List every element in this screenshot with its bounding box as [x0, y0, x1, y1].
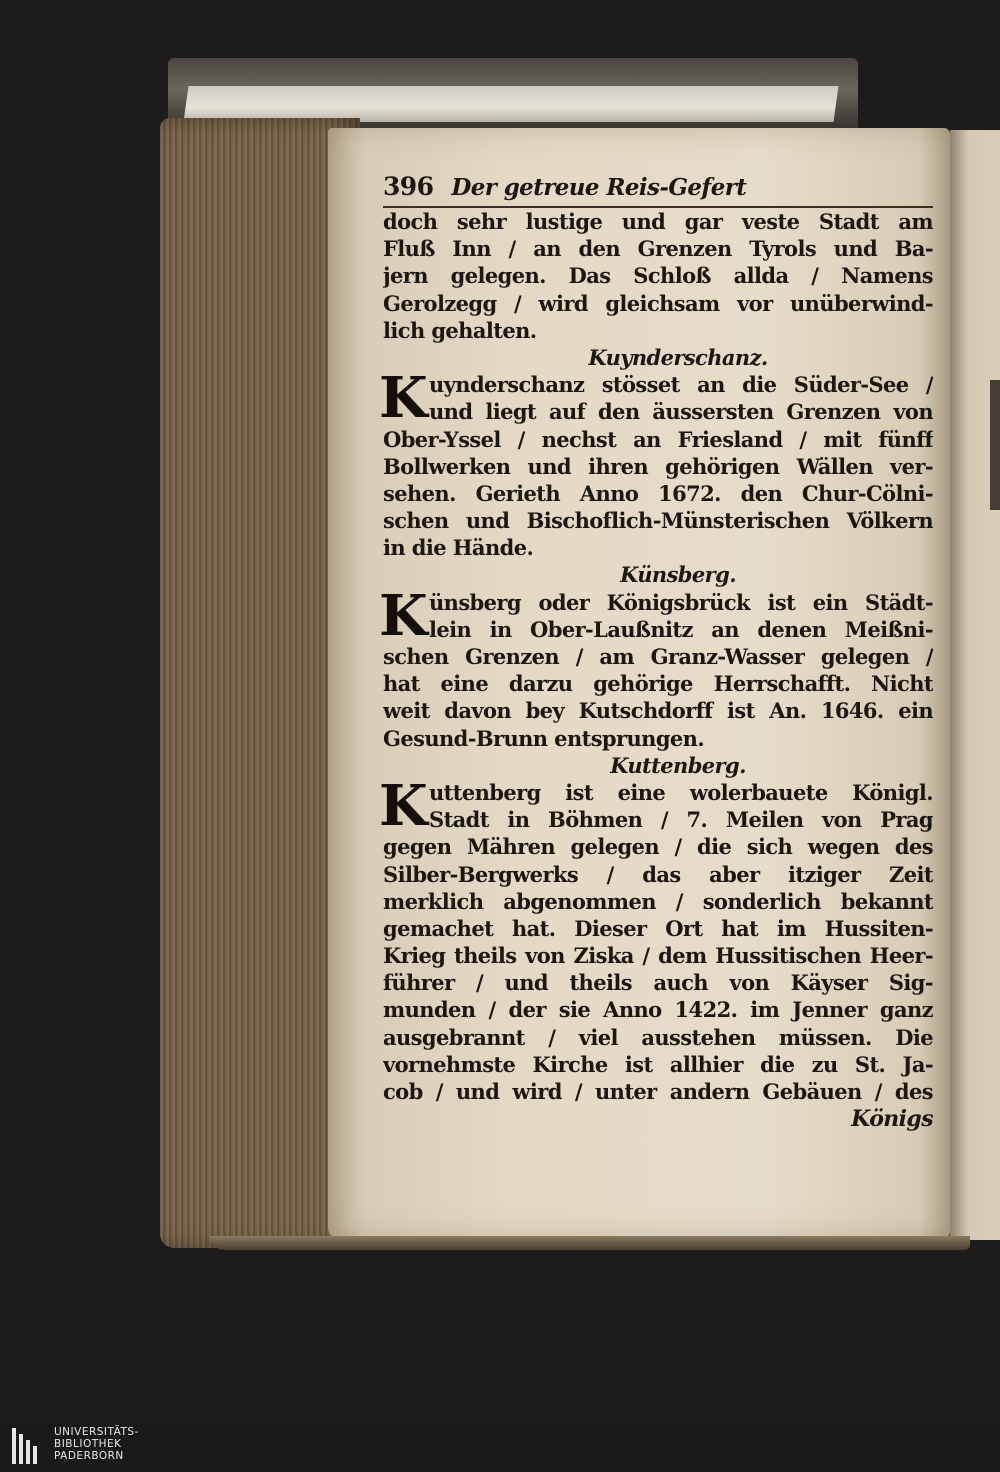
initial-letter: K [379, 772, 428, 839]
entry-paragraph [379, 772, 933, 1105]
text-line: Krieg theils von Ziska / dem Hussitischen Heer- [383, 943, 933, 969]
text-line: Fluß Inn / an den Grenzen Tyrols und Ba- [383, 236, 933, 262]
entry-kuynderschanz [379, 344, 933, 562]
library-logo-icon [12, 1428, 46, 1464]
catchword: Königs [851, 1106, 933, 1133]
entry-paragraph [379, 582, 933, 752]
page-strip [183, 86, 838, 122]
text-line: weit davon bey Kutschdorff ist An. 1646. ein [383, 698, 933, 724]
text-line: ünsberg oder Königsbrück ist ein Städt- [429, 589, 933, 615]
entry-heading: Kuynderschanz. [588, 344, 768, 370]
text-line: uttenberg ist eine wolerbauete Königl. [429, 779, 933, 805]
text-line: und liegt auf den äussersten Grenzen von [429, 399, 933, 425]
text-line: jern gelegen. Das Schloß allda / Namens [383, 263, 933, 289]
library-name [54, 1426, 139, 1462]
library-name-line: PADERBORN [54, 1450, 124, 1462]
text-line: lich gehalten. [383, 317, 537, 343]
text-line: schen und Bischoflich-Münsterischen Völkern [383, 508, 933, 534]
text-line: gegen Mähren gelegen / die sich wegen des [383, 834, 933, 860]
text-line: cob / und wird / unter andern Gebäuen / des [383, 1079, 933, 1104]
text-line: Gerolzegg / wird gleichsam vor unüberwind- [383, 290, 933, 316]
text-line: gemachet hat. Dieser Ort hat im Hussiten- [383, 915, 933, 941]
entry-kuttenberg [379, 752, 933, 1105]
page-header [383, 172, 933, 208]
text-line: sehen. Gerieth Anno 1672. den Chur-Cölni- [383, 480, 933, 506]
text-line: schen Grenzen / am Granz-Wasser gelegen / [383, 644, 933, 669]
entry-kuensberg [379, 561, 933, 751]
initial-letter: K [379, 365, 428, 432]
facing-page [950, 130, 1000, 1240]
text-line: lein in Ober-Laußnitz an denen Meißni- [429, 616, 933, 642]
footer-bar [0, 1422, 1000, 1472]
running-title: Der getreue Reis-Gefert [451, 174, 747, 201]
book-bottom-edge [210, 1236, 970, 1250]
entry-heading: Kuttenberg. [610, 752, 746, 778]
page-text [379, 172, 933, 1133]
text-line: vornehmste Kirche ist allhier die zu St. Ja- [383, 1051, 933, 1077]
text-line: ausgebrannt / viel ausstehen müssen. Die [383, 1024, 933, 1050]
text-line: Ober-Yssel / nechst an Friesland / mit fünff [383, 426, 933, 452]
library-name-line: UNIVERSITÄTS- [54, 1426, 139, 1438]
initial-letter: K [379, 582, 428, 649]
text-line: Bollwerken und ihren gehörigen Wällen ver- [383, 453, 933, 479]
text-line: in die Hände. [383, 535, 534, 561]
facing-page-ink [990, 380, 1000, 510]
library-name-line: BIBLIOTHEK [54, 1438, 122, 1450]
text-line: uynderschanz stösset an die Süder-See / [429, 372, 933, 398]
entry-heading: Künsberg. [620, 562, 736, 588]
text-line: doch sehr lustige und gar veste Stadt am [383, 209, 933, 234]
text-line: munden / der sie Anno 1422. im Jenner ganz [383, 997, 933, 1023]
text-line: führer / und theils auch von Käyser Sig- [383, 970, 933, 996]
intro-paragraph [383, 208, 933, 344]
text-line: hat eine darzu gehörige Herrschafft. Nicht [383, 671, 933, 697]
text-line: Silber-Bergwerks / das aber itziger Zeit [383, 861, 933, 887]
text-line: Stadt in Böhmen / 7. Meilen von Prag [429, 807, 933, 833]
text-line: Gesund-Brunn entsprungen. [383, 725, 705, 751]
text-line: merklich abgenommen / sonderlich bekannt [383, 888, 933, 914]
page-number: 396 [383, 172, 434, 201]
entry-paragraph [379, 365, 933, 561]
